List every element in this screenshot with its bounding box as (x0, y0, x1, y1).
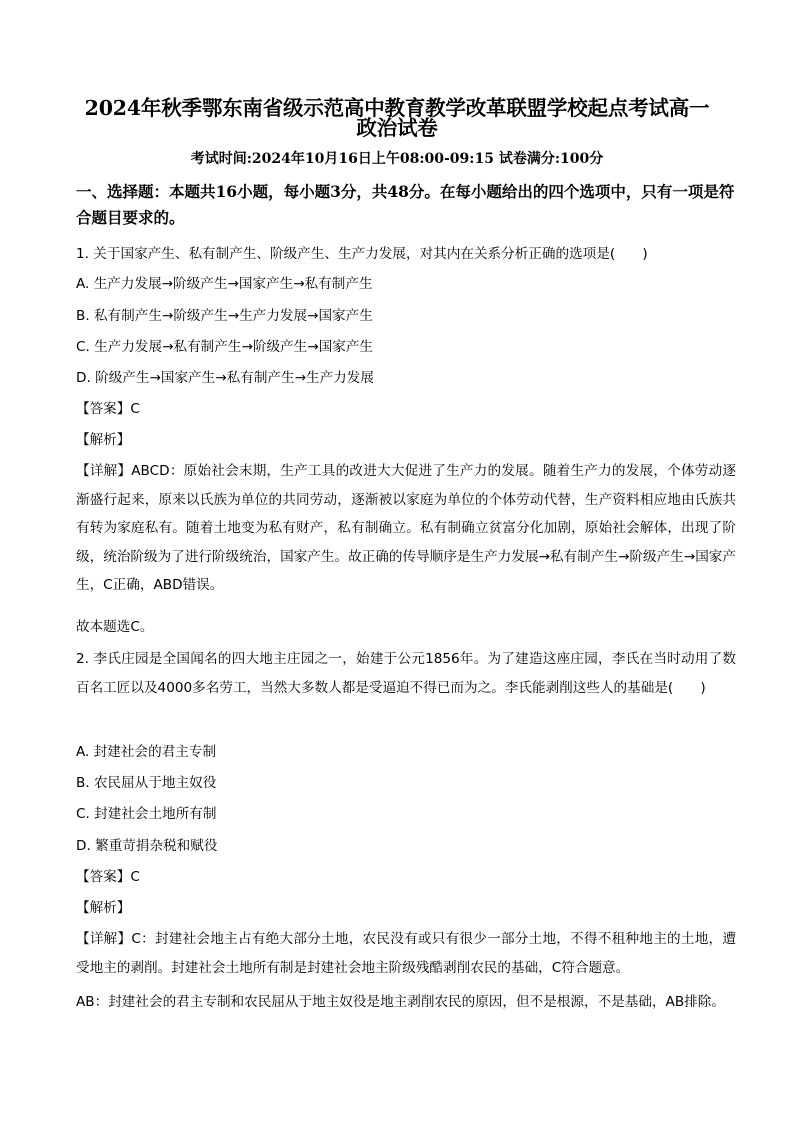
q1-option-a: A. 生产力发展→阶级产生→国家产生→私有制产生 (76, 276, 373, 292)
q2-option-b: B. 农民屈从于地主奴役 (76, 775, 217, 791)
q2-option-d: D. 繁重苛捐杂税和赋役 (76, 838, 218, 854)
q1-option-b: B. 私有制产生→阶级产生→生产力发展→国家产生 (76, 308, 373, 324)
q2-analysis-label: 【解析】 (76, 900, 131, 916)
q1-conclusion: 故本题选C。 (76, 619, 154, 635)
exam-info: 考试时间:2024年10月16日上午08:00-09:15 试卷满分:100分 (190, 151, 604, 167)
exam-title-line2: 政治试卷 (356, 116, 438, 140)
q2-answer: 【答案】C (76, 869, 140, 885)
q1-option-c: C. 生产力发展→私有制产生→阶级产生→国家产生 (76, 339, 373, 355)
q2-detail-continued: AB：封建社会的君主专制和农民屈从于地主奴役是地主剥削农民的原因，但不是根源，不是基础，AB排除。 (76, 994, 725, 1010)
section-heading: 一、选择题：本题共16小题，每小题3分，共48分。在每小题给出的四个选项中，只有一项是符合题目要求的。 (76, 182, 735, 227)
q2-option-c: C. 封建社会土地所有制 (76, 806, 217, 822)
q2-option-a: A. 封建社会的君主专制 (76, 744, 217, 760)
exam-title-line1: 2024年秋季鄂东南省级示范高中教育教学改革联盟学校起点考试高一 (84, 96, 710, 120)
q1-option-d: D. 阶级产生→国家产生→私有制产生→生产力发展 (76, 370, 374, 386)
q2-detail: 【详解】C：封建社会地主占有绝大部分土地，农民没有或只有很少一部分土地，不得不租种地主的土地，遭受地主的剥削。封建社会土地所有制是封建社会地主阶级残酷剥削农民的基础，C符合题意。 (76, 931, 736, 976)
q1-detail: 【详解】ABCD：原始社会末期，生产工具的改进大大促进了生产力的发展。随着生产力的发展，个体劳动逐渐盛行起来，原来以氏族为单位的共同劳动，逐渐被以家庭为单位的个体劳动代替，生产资料相应地由氏族共有转为家庭私有。随着土地变为私有财产，私有制确立。私有制确立贫富分化加剧，原始社会解体，出现了阶级，统治阶级为了进行阶级统治，国家产生。故正确的传导顺序是生产力发展→私有制产生→阶级产生→国家产生，C正确，ABD错误。 (76, 463, 736, 594)
q1-answer: 【答案】C (76, 401, 140, 417)
q1-analysis-label: 【解析】 (76, 432, 131, 448)
q1-stem: 1. 关于国家产生、私有制产生、阶级产生、生产力发展，对其内在关系分析正确的选项是( ) (76, 246, 648, 262)
q2-stem: 2. 李氏庄园是全国闻名的四大地主庄园之一，始建于公元1856年。为了建造这座庄园，李氏在当时动用了数百名工匠以及4000多名劳工，当然大多数人都是受逼迫不得已而为之。李氏能剥削这些人的基础是( ) (76, 651, 736, 696)
